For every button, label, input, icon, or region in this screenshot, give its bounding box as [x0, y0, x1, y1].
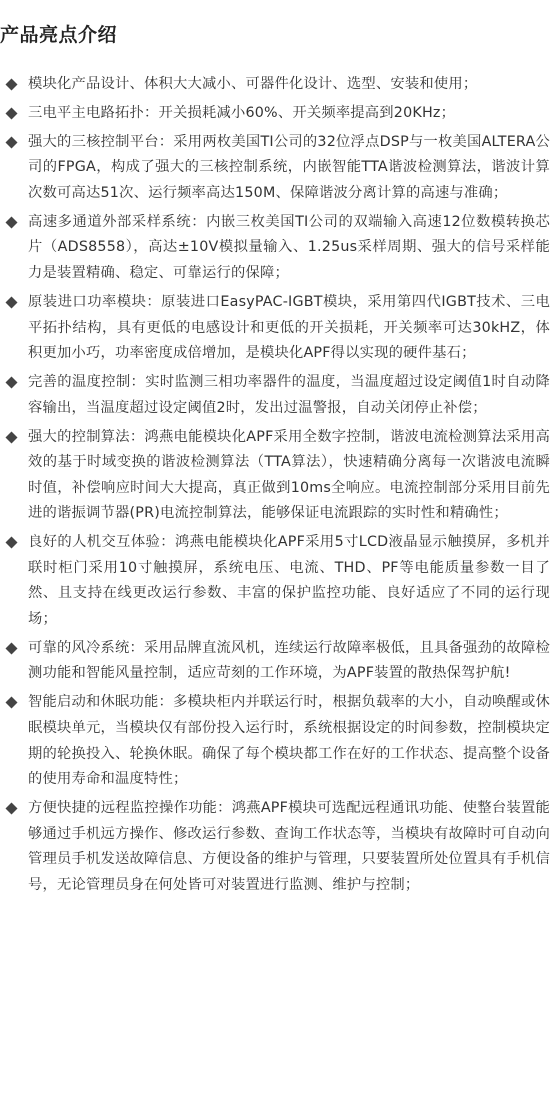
list-item: [0, 530, 552, 632]
list-item-text: 三电平主电路拓扑：开关损耗减小60%、开关频率提高到20KHz；: [28, 104, 456, 121]
list-item-text: 强大的三核控制平台：采用两枚美国TI公司的32位浮点DSP与一枚美国ALTERA公司的FPGA，构成了强大的三核控制系统，内嵌智能TTA谐波检测算法，谐波计算次数可高达51次、运行频率高达150M、保障谐波分离计算的高速与准确；: [28, 133, 550, 201]
diamond-bullet-icon: [5, 696, 18, 709]
list-item-text: 高速多通道外部采样系统：内嵌三枚美国TI公司的双端输入高速12位数模转换芯片（ADS8558），高达±10V模拟量输入、1.25us采样周期、强大的信号采样能力是装置精确、稳定、可靠运行的保障；: [28, 213, 550, 282]
page-title: 产品亮点介绍: [0, 24, 118, 46]
list-item: [0, 290, 552, 367]
diamond-bullet-icon: [5, 376, 18, 389]
list-item: [0, 370, 552, 421]
list-item-text: 完善的温度控制：实时监测三相功率器件的温度，当温度超过设定阈值1时自动降容输出，当温度超过设定阈值2时，发出过温警报，自动关闭停止补偿；: [28, 374, 550, 416]
list-item: [0, 101, 552, 127]
diamond-bullet-icon: [5, 107, 18, 120]
list-item-text: 智能启动和休眠功能：多模块柜内并联运行时，根据负载率的大小，自动唤醒或休眠模块单元，当模块仅有部份投入运行时，系统根据设定的时间参数，控制模块定期的轮换投入、轮换休眠。确保了每个模块都工作在好的工作状态、提高整个设备的使用寿命和温度特性；: [28, 694, 550, 788]
list-item: [0, 130, 552, 207]
list-item-text: 原装进口功率模块：原装进口EasyPAC-IGBT模块，采用第四代IGBT技术、三电平拓扑结构，具有更低的电感设计和更低的开关损耗，开关频率可达30kHZ，体积更加小巧，功率密度成倍增加，是模块化APF得以实现的硬件基石；: [28, 293, 550, 362]
diamond-bullet-icon: [5, 431, 18, 444]
list-item-text: 可靠的风冷系统：采用品牌直流风机，连续运行故障率极低，且具备强劲的故障检测功能和智能风量控制，适应苛刻的工作环境，为APF装置的散热保驾护航!: [28, 639, 550, 682]
list-item-text: 良好的人机交互体验：鸿燕电能模块化APF采用5寸LCD液晶显示触摸屏，多机并联时柜门采用10寸触摸屏，系统电压、电流、THD、PF等电能质量参数一目了然、且支持在线更改运行参数、丰富的保护监控功能、良好适应了不同的运行现场；: [28, 534, 550, 627]
list-item: [0, 796, 552, 898]
diamond-bullet-icon: [5, 642, 18, 655]
list-item: [0, 690, 552, 792]
diamond-bullet-icon: [5, 136, 18, 149]
list-item: [0, 636, 552, 687]
diamond-bullet-icon: [5, 802, 18, 815]
list-item: [0, 210, 552, 287]
diamond-bullet-icon: [5, 296, 18, 309]
diamond-bullet-icon: [5, 78, 18, 91]
list-item-text: 方便快捷的远程监控操作功能：鸿燕APF模块可选配远程通讯功能、使整台装置能够通过手机远方操作、修改运行参数、查询工作状态等，当模块有故障时可自动向管理员手机发送故障信息、方便设备的维护与管理，只要装置所处位置具有手机信号，无论管理员身在何处皆可对装置进行监测、维护与控制；: [28, 800, 550, 893]
diamond-bullet-icon: [5, 536, 18, 549]
diamond-bullet-icon: [5, 216, 18, 229]
list-item: [0, 72, 552, 98]
list-item: [0, 425, 552, 527]
list-item-text: 强大的控制算法：鸿燕电能模块化APF采用全数字控制，谐波电流检测算法采用高效的基于时域变换的谐波检测算法（TTA算法），快速精确分离每一次谐波电流瞬时值，补偿响应时间大大提高，真正做到10ms全响应。电流控制部分采用目前先进的谐振调节器(PR)电流控制算法，能够保证电流跟踪的实时性和精确性；: [28, 428, 550, 522]
highlights-list: [0, 72, 552, 902]
list-item-text: 模块化产品设计、体积大大减小、可器件化设计、选型、安装和使用；: [28, 76, 478, 92]
